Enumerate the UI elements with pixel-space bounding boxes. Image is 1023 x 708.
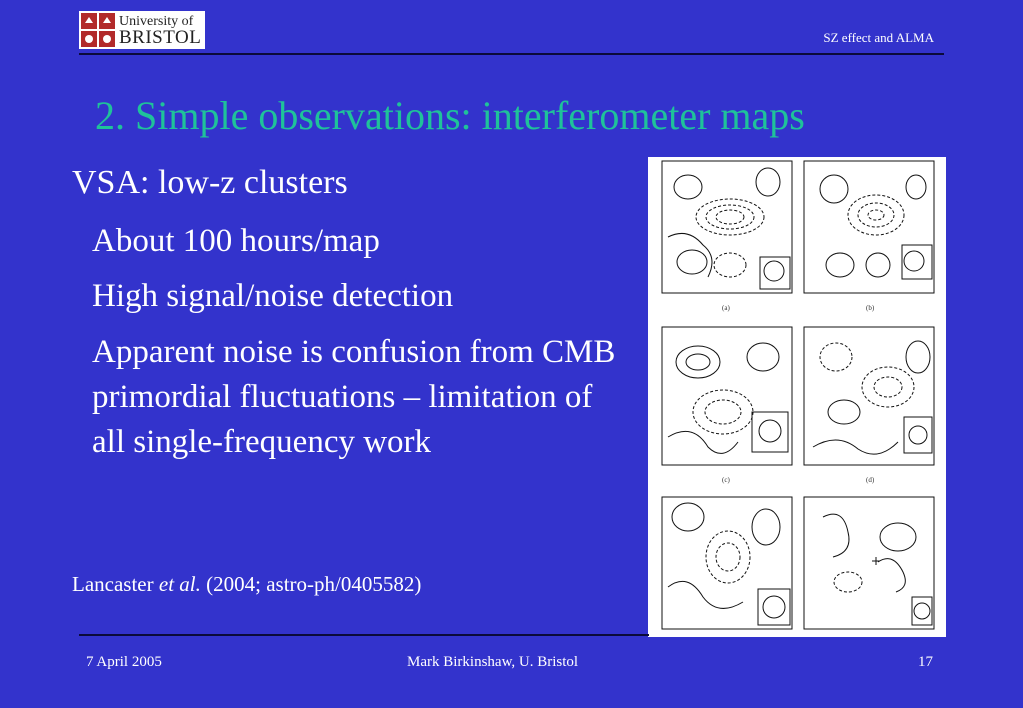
map-panel bbox=[662, 327, 792, 465]
citation bbox=[72, 572, 421, 597]
logo-university-text: University of bbox=[119, 14, 194, 29]
map-panel bbox=[662, 497, 792, 629]
citation-author: Lancaster bbox=[72, 572, 159, 596]
map-panel bbox=[804, 497, 934, 629]
university-logo bbox=[79, 11, 205, 49]
map-panel bbox=[804, 327, 934, 465]
citation-etal: et al. bbox=[158, 572, 201, 596]
map-panel bbox=[804, 161, 934, 293]
panel-label: (b) bbox=[866, 304, 875, 312]
interferometer-maps-figure bbox=[648, 157, 946, 637]
slide-title: 2. Simple observations: interferometer maps bbox=[95, 93, 805, 138]
sub-bullet: About 100 hours/map bbox=[92, 223, 380, 259]
header-title: SZ effect and ALMA bbox=[823, 30, 934, 45]
footer-divider bbox=[79, 634, 649, 636]
map-panel bbox=[662, 161, 792, 293]
sub-bullet: High signal/noise detection bbox=[92, 278, 454, 314]
footer-date: 7 April 2005 bbox=[86, 654, 162, 670]
logo-bristol-text: BRISTOL bbox=[119, 27, 202, 48]
footer-author: Mark Birkinshaw, U. Bristol bbox=[407, 654, 579, 670]
contour-maps-image bbox=[648, 157, 946, 637]
panel-label: (d) bbox=[866, 476, 875, 484]
panel-label: (a) bbox=[722, 304, 730, 312]
main-bullet: VSA: low-z clusters bbox=[72, 164, 348, 201]
page-number: 17 bbox=[918, 654, 933, 670]
sub-bullet: Apparent noise is confusion from CMB primordial fluctuations – limitation of all single-frequency work bbox=[92, 334, 616, 460]
crest-icon bbox=[81, 13, 115, 47]
citation-reference: (2004; astro-ph/0405582) bbox=[200, 572, 422, 596]
header-divider bbox=[79, 53, 944, 55]
panel-label: (c) bbox=[722, 476, 730, 484]
